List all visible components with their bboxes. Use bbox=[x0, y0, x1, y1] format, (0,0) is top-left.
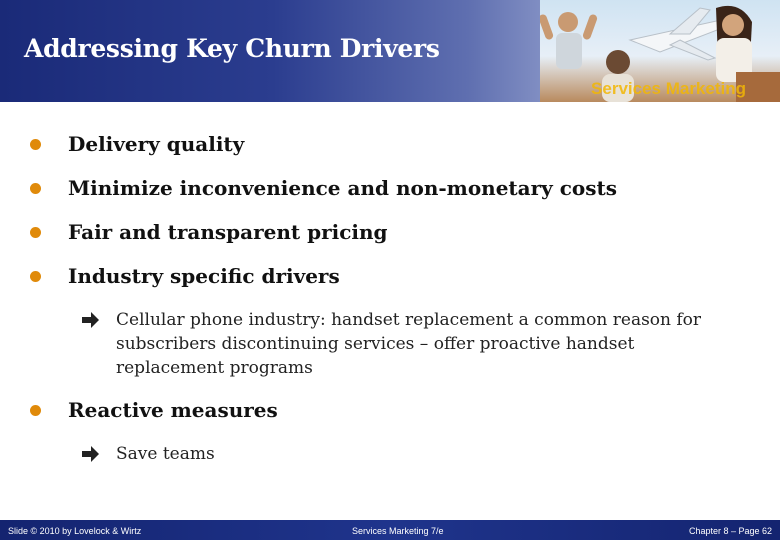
bullet-text: Industry specific drivers bbox=[68, 264, 340, 288]
footer-copyright: Slide © 2010 by Lovelock & Wirtz bbox=[8, 526, 142, 536]
bullet-item bbox=[30, 176, 617, 200]
man-figure-icon bbox=[540, 12, 598, 69]
sub-bullet-line: Cellular phone industry: handset replacement a common reason for bbox=[116, 310, 702, 330]
slide-header bbox=[0, 0, 780, 102]
sub-bullet-text bbox=[116, 442, 215, 466]
slide-footer bbox=[0, 520, 780, 540]
footer-page-number: Chapter 8 – Page 62 bbox=[688, 526, 772, 536]
slide-title: Addressing Key Churn Drivers bbox=[24, 34, 440, 63]
brand-watermark: Services Marketing bbox=[591, 79, 746, 98]
bullet-text: Reactive measures bbox=[68, 398, 278, 422]
bullet-item bbox=[30, 398, 278, 422]
sub-bullet-line: replacement programs bbox=[116, 358, 313, 378]
bullet-dot-icon bbox=[30, 227, 41, 238]
bullet-text: Delivery quality bbox=[68, 132, 245, 156]
arrow-right-icon bbox=[80, 308, 100, 332]
bullet-dot-icon bbox=[30, 271, 41, 282]
sub-bullet-item bbox=[80, 442, 215, 466]
bullet-item bbox=[30, 220, 388, 244]
sub-bullet-line: subscribers discontinuing services – offer proactive handset bbox=[116, 334, 635, 354]
footer-book-title: Services Marketing 7/e bbox=[352, 526, 444, 536]
bullet-text: Minimize inconvenience and non-monetary costs bbox=[68, 176, 618, 200]
sub-bullet-item bbox=[80, 308, 701, 380]
bullet-text: Fair and transparent pricing bbox=[68, 220, 388, 244]
bullet-item bbox=[30, 264, 340, 288]
bullet-dot-icon bbox=[30, 405, 41, 416]
bullet-item bbox=[30, 132, 244, 156]
sub-bullet-text bbox=[116, 308, 701, 380]
arrow-right-icon bbox=[80, 442, 100, 466]
bullet-dot-icon bbox=[30, 183, 41, 194]
sub-bullet-line: Save teams bbox=[116, 444, 215, 464]
bullet-dot-icon bbox=[30, 139, 41, 150]
